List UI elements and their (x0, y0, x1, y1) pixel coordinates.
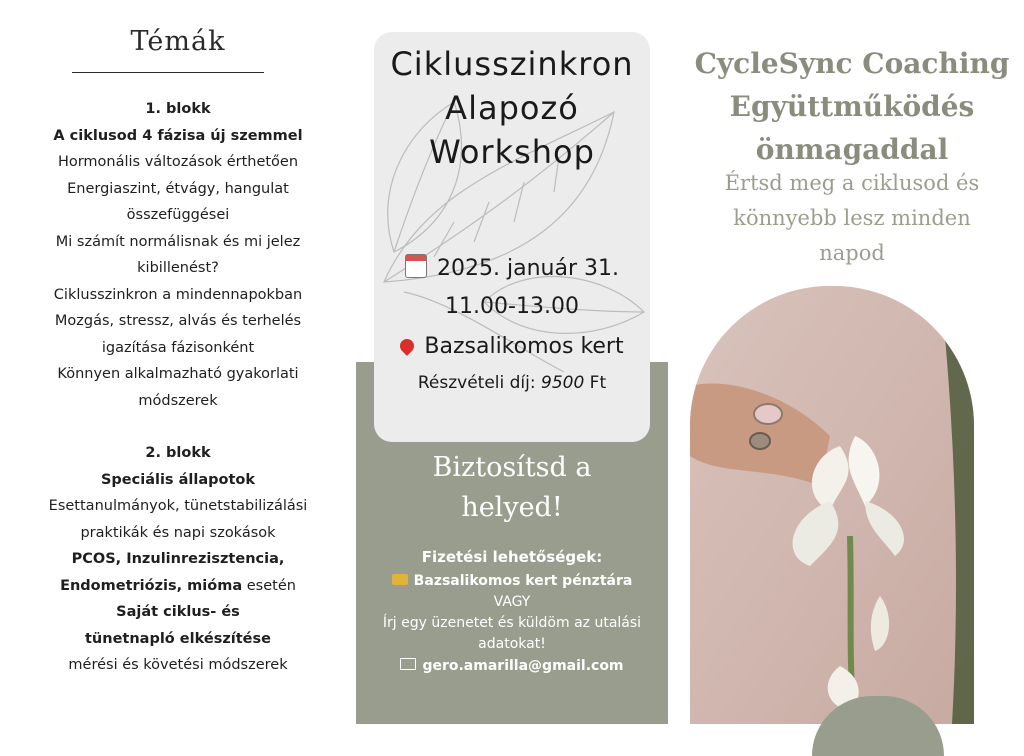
block2-line: Esettanulmányok, tünetstabilizálási (48, 498, 308, 514)
fee-amount: 9500 (541, 373, 585, 393)
workshop-title-line: Alapozó (445, 89, 579, 127)
fee-currency: Ft (584, 373, 607, 393)
block1-heading: A ciklusod 4 fázisa új szemmel (53, 127, 303, 144)
block2-label: 2. blokk (145, 445, 211, 461)
credit-card-icon (392, 574, 408, 585)
brand-title-line: CycleSync Coaching (694, 47, 1010, 80)
secure-line: helyed! (461, 492, 563, 523)
event-fee (374, 373, 650, 393)
secure-spot-heading (356, 448, 668, 528)
payment-or: VAGY (493, 594, 531, 610)
iris-photo (690, 286, 974, 724)
fee-label: Részvételi díj: (417, 373, 542, 393)
topics-title: Témák (130, 26, 226, 57)
block2-conditions-2 (0, 573, 356, 600)
block1-line: kibillenést? (137, 260, 219, 276)
block1-line: Ciklusszinkron a mindennapokban (53, 286, 303, 303)
block-spacer (0, 414, 356, 440)
payment-option-1 (356, 571, 668, 591)
workshop-title (374, 42, 650, 174)
conditions-rest: esetén (242, 577, 296, 594)
block1-label: 1. blokk (145, 101, 211, 117)
event-date-text: 2025. január 31. (437, 256, 619, 281)
brand-title-line: Együttműködés (729, 90, 975, 123)
block1-line: Könnyen alkalmazható gyakorlati (57, 366, 299, 382)
event-date (374, 254, 650, 281)
event-time: 11.00-13.00 (445, 294, 579, 319)
block2-last: mérési és követési módszerek (68, 657, 288, 673)
block2-heading: Speciális állapotok (100, 471, 255, 488)
block2-diary-2: tünetnapló elkészítése (85, 630, 271, 647)
email-text[interactable]: gero.amarilla@gmail.com (422, 658, 624, 674)
calendar-icon (405, 254, 427, 278)
event-place (374, 334, 650, 359)
block2-conditions: PCOS, Inzulinrezisztencia, (71, 551, 285, 567)
workshop-title-line: Workshop (429, 133, 595, 171)
workshop-title-line: Ciklusszinkron (390, 45, 634, 83)
brand-subtitle (680, 166, 1024, 271)
block1-line: összefüggései (126, 207, 230, 223)
subtitle-line: napod (819, 241, 885, 265)
payment-option-1-text: Bazsalikomos kert pénztára (413, 573, 633, 589)
block1-line: Energiaszint, étvágy, hangulat (67, 180, 289, 197)
block2-diary-1: Saját ciklus- és (116, 604, 240, 620)
photo-illustration (690, 286, 974, 724)
block1-line: igazítása fázisonként (101, 339, 255, 356)
subtitle-line: Értsd meg a ciklusod és (724, 171, 980, 195)
subtitle-line: könnyebb lesz minden (733, 206, 971, 230)
pin-icon (397, 336, 417, 356)
secure-line: Biztosítsd a (432, 452, 592, 483)
brand-title (680, 42, 1024, 171)
event-place-text: Bazsalikomos kert (424, 334, 624, 359)
block1-line: Mozgás, stressz, alvás és terhelés (54, 313, 302, 329)
block1-line: Hormonális változások érthetően (57, 154, 299, 170)
payment-option-2b: adatokat! (478, 636, 546, 652)
workshop-card (374, 32, 650, 442)
title-divider (72, 72, 264, 73)
topics-list (0, 96, 356, 679)
conditions-bold: Endometriózis, mióma (60, 577, 243, 594)
contact-email[interactable] (356, 656, 668, 676)
brand-title-line: önmagaddal (755, 133, 949, 166)
payment-heading: Fizetési lehetőségek: (421, 548, 603, 566)
envelope-icon (400, 658, 416, 670)
topics-column (0, 0, 356, 724)
block1-line: módszerek (138, 392, 218, 409)
payment-option-2: Írj egy üzenetet és küldöm az utalási (382, 615, 642, 631)
block1-line: Mi számít normálisnak és mi jelez (55, 233, 301, 250)
block2-line: praktikák és napi szokások (80, 524, 276, 541)
